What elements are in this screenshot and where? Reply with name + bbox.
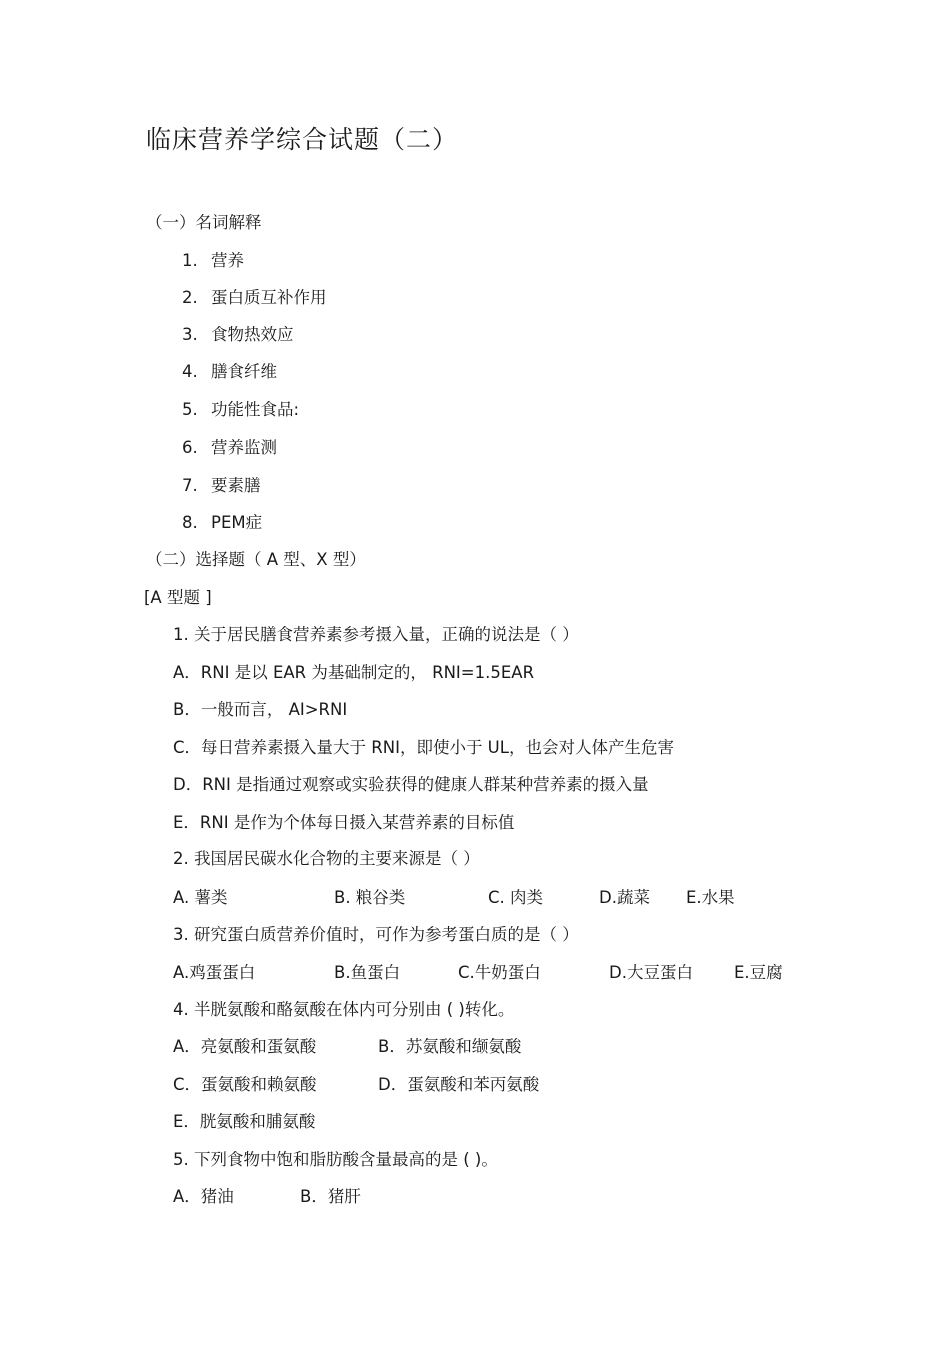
option-row — [173, 961, 873, 985]
question-option: B．猪肝 — [300, 1187, 361, 1206]
term-text: 要素膳 — [211, 476, 261, 495]
question-option: A.鸡蛋蛋白 — [173, 963, 256, 982]
term-text: 蛋白质互补作用 — [211, 288, 327, 307]
question-option: A．亮氨酸和蛋氨酸 — [173, 1037, 317, 1056]
term-text: PEM症 — [211, 513, 263, 532]
question-option: B. 粮谷类 — [334, 888, 406, 907]
term-item — [182, 286, 327, 310]
question-option: A．RNI 是以 EAR 为基础制定的， RNI=1.5EAR — [173, 663, 535, 682]
term-item — [182, 249, 244, 273]
term-item — [182, 360, 277, 384]
option-row — [173, 886, 873, 910]
question-option: D.大豆蛋白 — [609, 963, 693, 982]
question-option: C．蛋氨酸和赖氨酸 — [173, 1075, 317, 1094]
term-item — [182, 511, 262, 535]
question-stem: 5. 下列食物中饱和脂肪酸含量最高的是 ( )。 — [173, 1150, 498, 1169]
term-number: 7. — [182, 476, 198, 495]
question-option: C.牛奶蛋白 — [458, 963, 541, 982]
question-stem: 1. 关于居民膳食营养素参考摄入量，正确的说法是（ ） — [173, 625, 579, 644]
question-stem: 4. 半胱氨酸和酪氨酸在体内可分别由 ( )转化。 — [173, 1000, 515, 1019]
question-option: E．胱氨酸和脯氨酸 — [173, 1112, 316, 1131]
option-row — [173, 1073, 873, 1097]
page-title: 临床营养学综合试题（二） — [146, 125, 459, 154]
question-stem: 2. 我国居民碳水化合物的主要来源是（ ） — [173, 849, 480, 868]
term-item — [182, 474, 261, 498]
option-row — [173, 1185, 873, 1209]
section-heading-terms: （一）名词解释 — [146, 213, 262, 232]
question-option: A. 薯类 — [173, 888, 228, 907]
question-option: C．每日营养素摄入量大于 RNI，即使小于 UL，也会对人体产生危害 — [173, 738, 674, 757]
term-number: 3. — [182, 325, 198, 344]
term-number: 4. — [182, 362, 198, 381]
question-option: D．蛋氨酸和苯丙氨酸 — [378, 1075, 540, 1094]
option-row — [173, 1035, 873, 1059]
term-text: 营养监测 — [211, 438, 277, 457]
term-text: 食物热效应 — [211, 325, 294, 344]
term-number: 1. — [182, 251, 198, 270]
question-option: C. 肉类 — [488, 888, 544, 907]
subheading-a-type: [A 型题 ] — [144, 588, 212, 607]
question-stem: 3. 研究蛋白质营养价值时，可作为参考蛋白质的是（ ） — [173, 925, 579, 944]
term-item — [182, 436, 277, 460]
term-text: 功能性食品: — [211, 400, 300, 419]
question-option: B.鱼蛋白 — [334, 963, 401, 982]
term-item — [182, 398, 299, 422]
question-option: E.豆腐 — [734, 963, 783, 982]
question-option: D．RNI 是指通过观察或实验获得的健康人群某种营养素的摄入量 — [173, 775, 649, 794]
term-number: 8. — [182, 513, 198, 532]
question-option: D.蔬菜 — [599, 888, 650, 907]
section-heading-choice: （二）选择题（ A 型、X 型） — [146, 550, 366, 569]
question-option: E．RNI 是作为个体每日摄入某营养素的目标值 — [173, 813, 515, 832]
question-option: A．猪油 — [173, 1187, 234, 1206]
term-item — [182, 323, 294, 347]
term-number: 2. — [182, 288, 198, 307]
term-number: 6. — [182, 438, 198, 457]
question-option: E.水果 — [686, 888, 735, 907]
question-option: B．苏氨酸和缬氨酸 — [378, 1037, 522, 1056]
term-text: 营养 — [211, 251, 244, 270]
term-text: 膳食纤维 — [211, 362, 277, 381]
question-option: B．一般而言， AI>RNI — [173, 700, 348, 719]
term-number: 5. — [182, 400, 198, 419]
